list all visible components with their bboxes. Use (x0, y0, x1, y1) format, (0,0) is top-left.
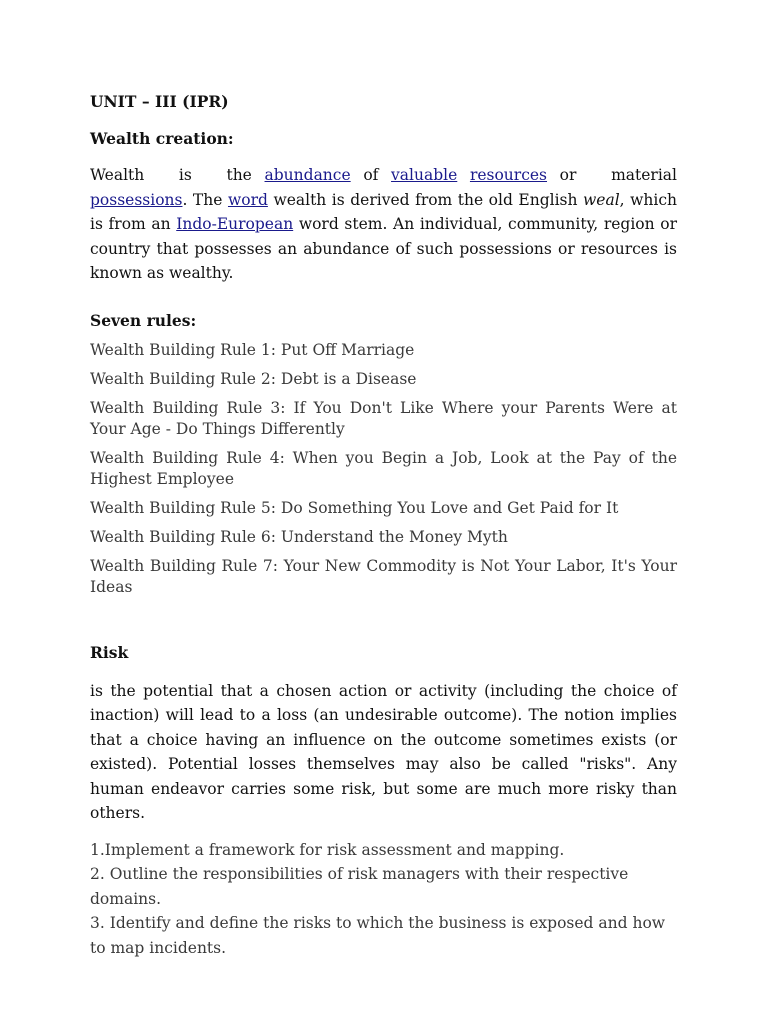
possessions-link[interactable]: possessions (90, 190, 183, 209)
seven-rules-list (90, 340, 677, 598)
abundance-link[interactable]: abundance (264, 166, 351, 184)
unit-title: UNIT – III (IPR) (90, 92, 229, 111)
wealth-text-4: or (559, 166, 577, 184)
wealth-text-6: . The (182, 190, 223, 209)
valuable-link[interactable]: valuable (391, 166, 458, 184)
word-link[interactable]: word (227, 190, 268, 209)
wealth-definition-paragraph (90, 163, 677, 286)
risk-step-2: 2. Outline the responsibilities of risk managers with their respective domains. (90, 865, 629, 908)
risk-steps-list (90, 838, 677, 961)
rule-item-7: Wealth Building Rule 7: Your New Commodity is Not Your Labor, It's Your Ideas (90, 556, 677, 596)
risk-paragraph: is the potential that a chosen action or activity (including the choice of inaction) will lead to a loss (an undesirable outcome). The notion implies that a choice having an influence on the outcome sometimes exists (or existed). Potential losses themselves may also be called "risks". Any human endeavor carries some risk, but some are much more risky than others. (90, 681, 677, 822)
rule-item-5: Wealth Building Rule 5: Do Something You Love and Get Paid for It (90, 498, 619, 517)
rule-item-2: Wealth Building Rule 2: Debt is a Disease (90, 369, 417, 388)
wealth-text-7: wealth is derived from the old English (273, 190, 578, 209)
resources-link[interactable]: resources (469, 166, 548, 184)
wealth-text-9: word stem. An individual, community, region or country that possesses an abundance of such possessions or resources is known as wealthy. (90, 215, 677, 282)
rule-item-4: Wealth Building Rule 4: When you Begin a Job, Look at the Pay of the Highest Employee (90, 448, 677, 488)
indo-european-link[interactable]: Indo-European (176, 215, 294, 233)
wealth-text-1: Wealth is (90, 166, 192, 184)
risk-step-1: 1.Implement a framework for risk assessment and mapping. (90, 840, 565, 859)
rule-item-1: Wealth Building Rule 1: Put Off Marriage (90, 340, 415, 359)
wealth-text-5: material (611, 166, 677, 184)
weal-italic: weal (583, 190, 620, 209)
wealth-text-2: the (226, 166, 252, 184)
seven-rules-heading: Seven rules: (90, 310, 197, 330)
wealth-text-3: of (363, 166, 379, 184)
risk-heading: Risk (90, 642, 129, 662)
rule-item-6: Wealth Building Rule 6: Understand the Money Myth (90, 527, 508, 546)
wealth-creation-heading: Wealth creation: (90, 129, 234, 148)
rule-item-3: Wealth Building Rule 3: If You Don't Like Where your Parents Were at Your Age - Do Things Differently (90, 398, 677, 438)
wealth-text-8: , which is from an (90, 190, 677, 233)
risk-step-3: 3. Identify and define the risks to which the business is exposed and how to map incidents. (90, 914, 666, 957)
